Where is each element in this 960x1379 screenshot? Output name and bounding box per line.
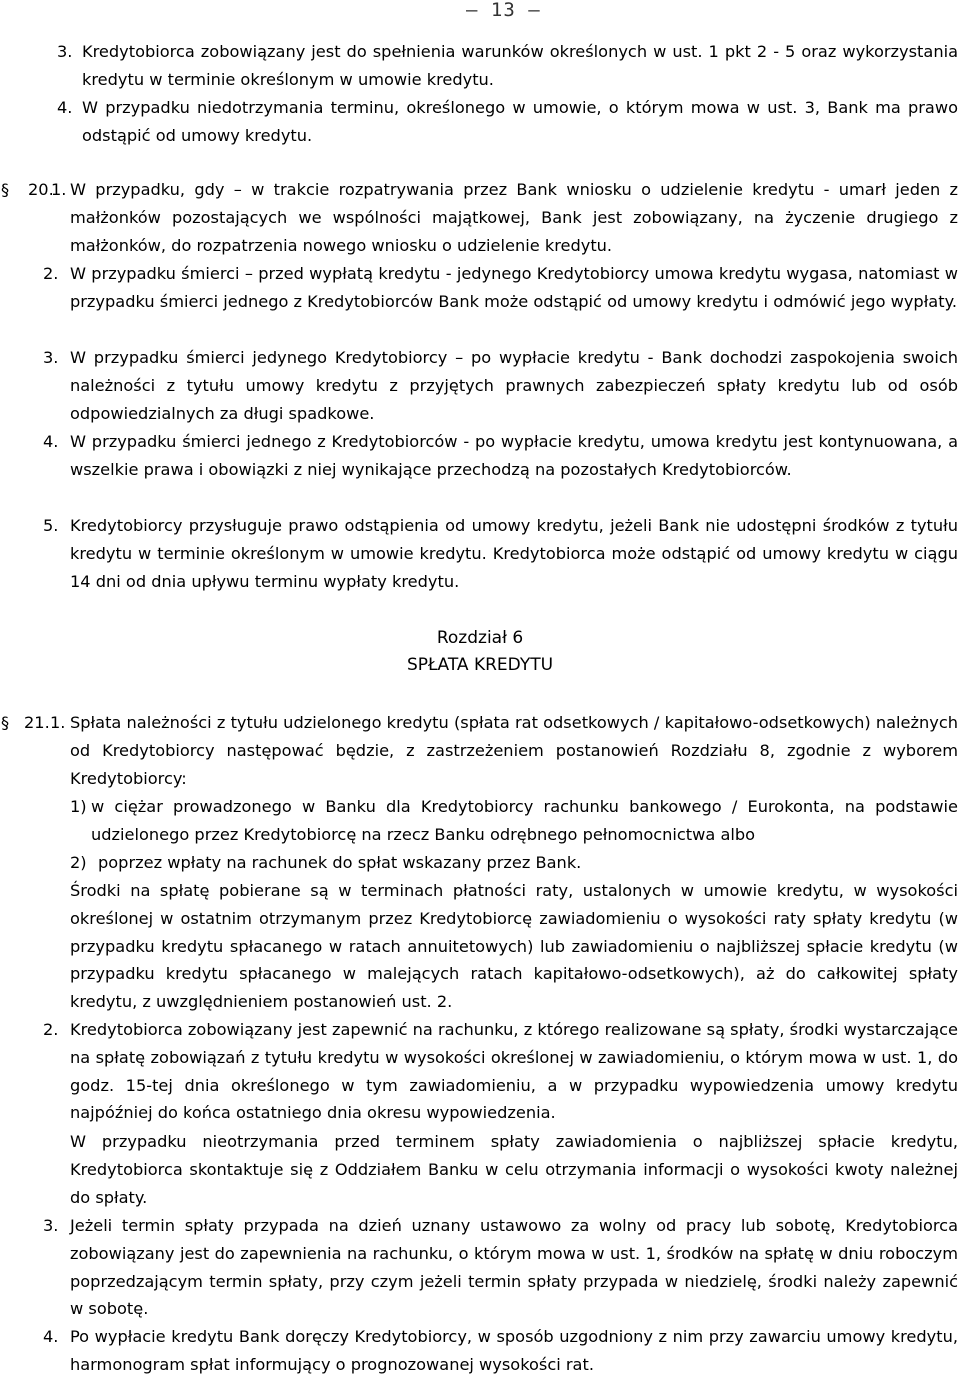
section-number: 21. [24, 713, 50, 732]
item-number: 3. [57, 42, 73, 61]
paragraph-text: Kredytobiorcy przysługuje prawo odstąpienia od umowy kredytu, jeżeli Bank nie udostępni środków z tytułu kredytu w terminie określonym w umowie kredytu. Kredytobiorca może odstąpić od umowy kredytu w ciągu 14 dni od dnia upływu terminu wypłaty kredytu. [70, 516, 958, 591]
item-number: 3. [43, 348, 59, 367]
item-number: 4. [43, 1327, 59, 1346]
subitem-text: poprzez wpłaty na rachunek do spłat wskazany przez Bank. [98, 853, 582, 872]
paragraph-text: W przypadku nieotrzymania przed terminem spłaty zawiadomienia o najbliższej spłacie kredytu, Kredytobiorca skontaktuje się z Oddziałem Banku w celu otrzymania informacji o wysokości kwoty należnej do spłaty. [70, 1132, 958, 1207]
section-mark: § [1, 180, 10, 199]
chapter-title: Rozdział 6 [436, 628, 524, 648]
item-number: 2. [43, 264, 59, 283]
page-number: – 13 – [466, 0, 541, 21]
paragraph-text: W przypadku śmierci jednego z Kredytobiorców - po wypłacie kredytu, umowa kredytu jest kontynuowana, a wszelkie prawa i obowiązki z niej wynikające przechodzą na pozostałych Kredytobiorców. [70, 432, 958, 479]
paragraph-text: Po wypłacie kredytu Bank doręczy Kredytobiorcy, w sposób uzgodniony z nim przy zawarciu umowy kredytu, harmonogram spłat informujący o prognozowanej wysokości rat. [70, 1327, 958, 1374]
paragraph-text: Kredytobiorca zobowiązany jest do spełnienia warunków określonych w ust. 1 pkt 2 - 5 oraz wykorzystania kredytu w terminie określonym w umowie kredytu. [82, 42, 958, 89]
item-number: 5. [43, 516, 59, 535]
section-mark: § [1, 713, 10, 732]
section-number: 20. [28, 180, 54, 199]
item-number: 4. [43, 432, 59, 451]
paragraph-text: Spłata należności z tytułu udzielonego kredytu (spłata rat odsetkowych / kapitałowo-odsetkowych) należnych od Kredytobiorcy następować będzie, z zastrzeżeniem postanowień Rozdziału 8, zgodnie z wyborem Kredytobiorcy: [70, 713, 958, 788]
item-number: 1. [50, 713, 66, 732]
paragraph-text: Kredytobiorca zobowiązany jest zapewnić na rachunku, z którego realizowane są spłaty, środki wystarczające na spłatę zobowiązań z tytułu kredytu w wysokości określonej w zawiadomieniu, o którym mowa w ust. 1, do godz. 15-tej dnia określonego w tym zawiadomieniu, a w przypadku wypowiedzenia umowy kredytu najpóźniej do końca ostatniego dnia okresu wypowiedzenia. [70, 1020, 958, 1123]
paragraph-text: W przypadku niedotrzymania terminu, określonego w umowie, o którym mowa w ust. 3, Bank ma prawo odstąpić od umowy kredytu. [82, 98, 958, 145]
subitem-number: 1) [70, 797, 87, 816]
item-number: 3. [43, 1216, 59, 1235]
item-number: 4. [57, 98, 73, 117]
item-number: 1. [51, 180, 67, 199]
subitem-text: w ciężar prowadzonego w Banku dla Kredytobiorcy rachunku bankowego / Eurokonta, na podstawie udzielonego przez Kredytobiorcę na rzecz Banku odrębnego pełnomocnictwa albo [91, 797, 958, 844]
paragraph-text: W przypadku śmierci jedynego Kredytobiorcy – po wypłacie kredytu - Bank dochodzi zaspokojenia swoich należności z tytułu umowy kredytu z przyjętych prawnych zabezpieczeń spłaty kredytu lub od osób odpowiedzialnych za długi spadkowe. [70, 348, 958, 423]
item-number: 2. [43, 1020, 59, 1039]
paragraph-text: W przypadku śmierci – przed wypłatą kredytu - jedynego Kredytobiorcy umowa kredytu wygasa, natomiast w przypadku śmierci jednego z Kredytobiorców Bank może odstąpić od umowy kredytu i odmówić jego wypłaty. [70, 264, 958, 311]
paragraph-text: W przypadku, gdy – w trakcie rozpatrywania przez Bank wniosku o udzielenie kredytu - umarł jeden z małżonków pozostających we wspólności majątkowej, Bank jest zobowiązany, na życzenie drugiego z małżonków, do rozpatrzenia nowego wniosku o udzielenie kredytu. [70, 180, 958, 255]
paragraph-text: Jeżeli termin spłaty przypada na dzień uznany ustawowo za wolny od pracy lub sobotę, Kredytobiorca zobowiązany jest do zapewnienia na rachunku, o którym mowa w ust. 1, środków na spłatę w dniu roboczym poprzedzającym termin spłaty, przy czym jeżeli termin spłaty przypada w niedzielę, środki należy zapewnić w sobotę. [70, 1216, 958, 1319]
chapter-subtitle: SPŁATA KREDYTU [406, 655, 554, 675]
paragraph-text: Środki na spłatę pobierane są w terminach płatności raty, ustalonych w umowie kredytu, w wysokości określonej w ostatnim otrzymanym przez Kredytobiorcę zawiadomieniu o wysokości raty spłaty kredytu (w przypadku kredytu spłacanego w ratach annuitetowych) lub zawiadomieniu o najbliższej spłacie kredytu (w przypadku kredytu spłacanego w malejących ratach kapitałowo-odsetkowych), aż do całkowitej spłaty kredytu, z uwzględnieniem postanowień ust. 2. [70, 881, 958, 1012]
subitem-number: 2) [70, 853, 87, 872]
